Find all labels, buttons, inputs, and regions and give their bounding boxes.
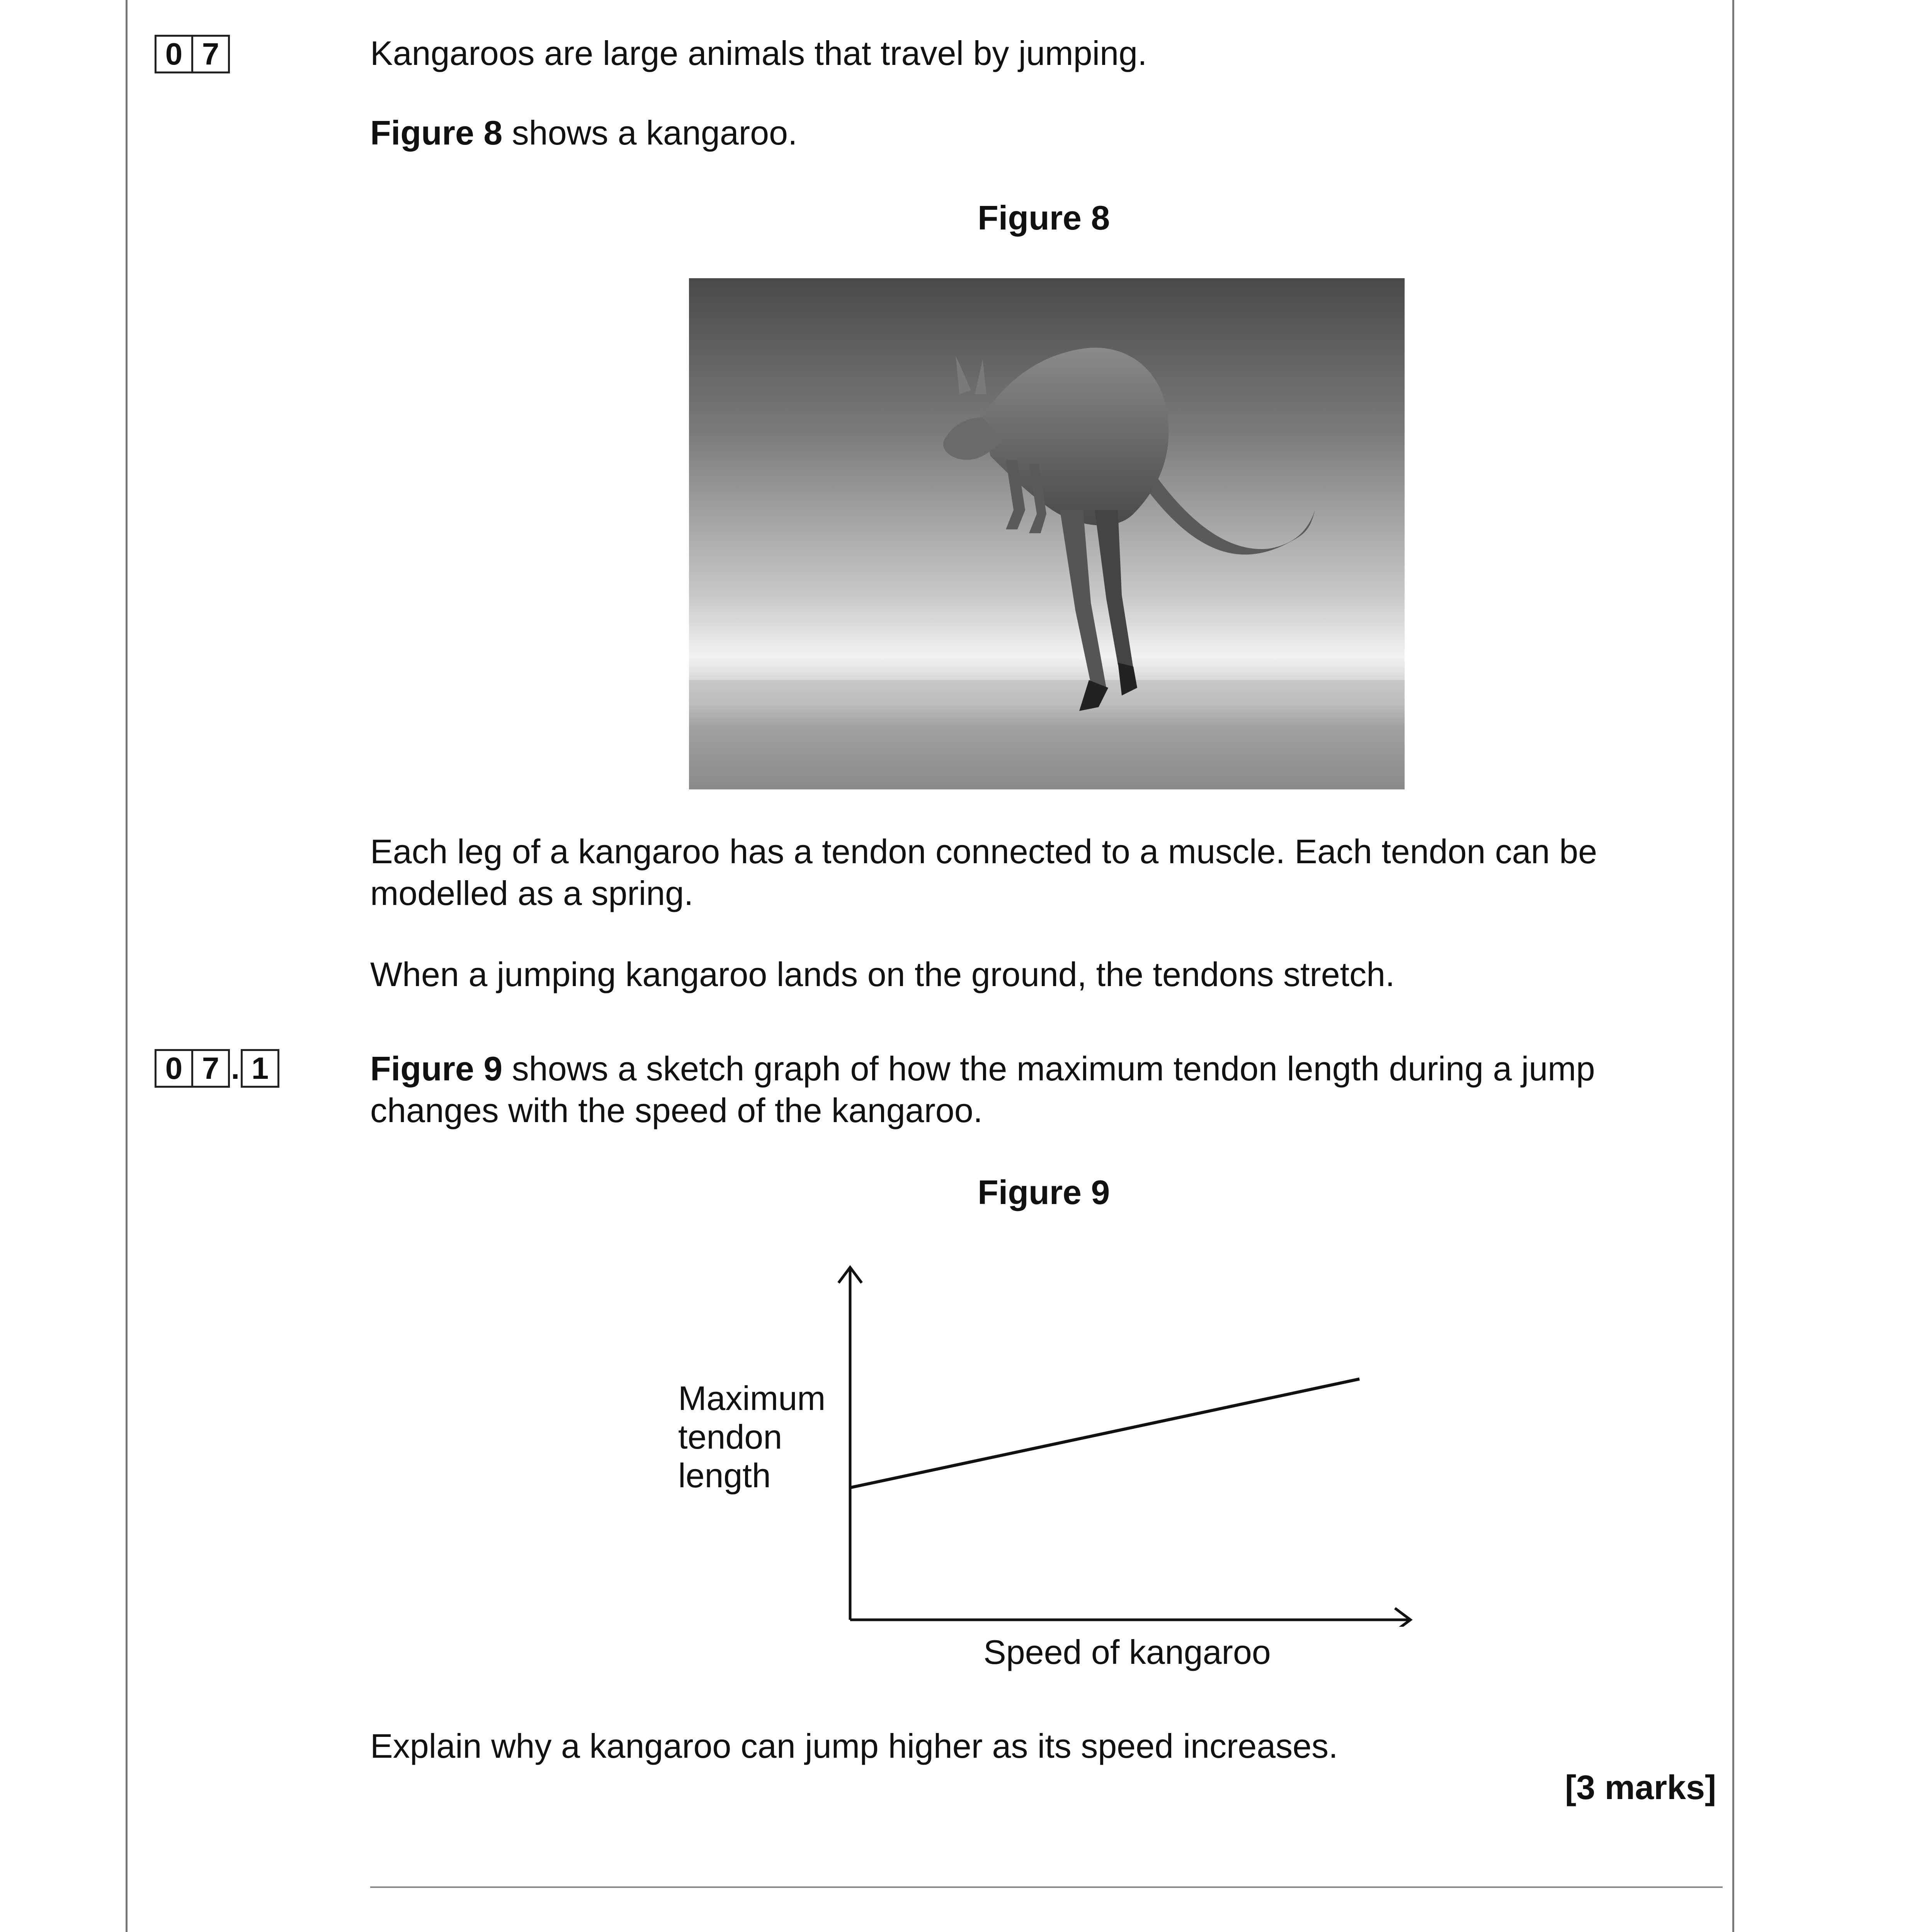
figure9-graph <box>831 1256 1430 1627</box>
q07-intro: Kangaroos are large animals that travel by jumping. <box>370 34 1147 72</box>
question-number-box-07-1 <box>155 1049 279 1088</box>
right-margin-line <box>1732 0 1734 1932</box>
q071-line1 <box>370 1048 1595 1090</box>
y-axis-label-line1: Maximum <box>678 1379 826 1417</box>
q07-figure8-reference <box>370 112 797 154</box>
x-axis-label: Speed of kangaroo <box>983 1633 1271 1671</box>
figure9-title: Figure 9 <box>978 1173 1110 1211</box>
left-margin-line <box>126 0 128 1932</box>
q07-para1-line2: modelled as a spring. <box>370 874 694 912</box>
kangaroo-silhouette-icon <box>689 278 1405 789</box>
q071-prompt: Explain why a kangaroo can jump higher as its speed increases. <box>370 1727 1338 1765</box>
digit-cell: 7 <box>191 1049 230 1088</box>
figure9-ref-bold: Figure 9 <box>370 1049 503 1088</box>
y-axis-label-line3: length <box>678 1456 771 1495</box>
figure9-ref-rest: shows a sketch graph of how the maximum tendon length during a jump <box>502 1049 1595 1088</box>
y-axis-label-line2: tendon <box>678 1418 782 1456</box>
x-axis-arrowhead <box>1395 1608 1410 1627</box>
figure8-ref-bold: Figure 8 <box>370 114 503 152</box>
figure8-ref-rest: shows a kangaroo. <box>502 114 798 152</box>
q071-marks: [3 marks] <box>1565 1768 1716 1806</box>
digit-cell: 0 <box>155 1049 193 1088</box>
digit-cell: 1 <box>241 1049 279 1088</box>
question-number-box-07 <box>155 35 230 73</box>
answer-line[interactable] <box>370 1886 1723 1888</box>
series-line <box>850 1379 1359 1488</box>
digit-cell: 0 <box>155 35 193 73</box>
kangaroo-photo <box>689 278 1405 789</box>
decimal-dot: . <box>231 1051 240 1085</box>
digit-cell: 7 <box>191 35 230 73</box>
q071-line2: changes with the speed of the kangaroo. <box>370 1091 983 1129</box>
q07-para1-line1: Each leg of a kangaroo has a tendon connected to a muscle. Each tendon can be <box>370 832 1597 871</box>
figure8-title: Figure 8 <box>978 199 1110 237</box>
q07-para2: When a jumping kangaroo lands on the ground, the tendons stretch. <box>370 955 1395 993</box>
